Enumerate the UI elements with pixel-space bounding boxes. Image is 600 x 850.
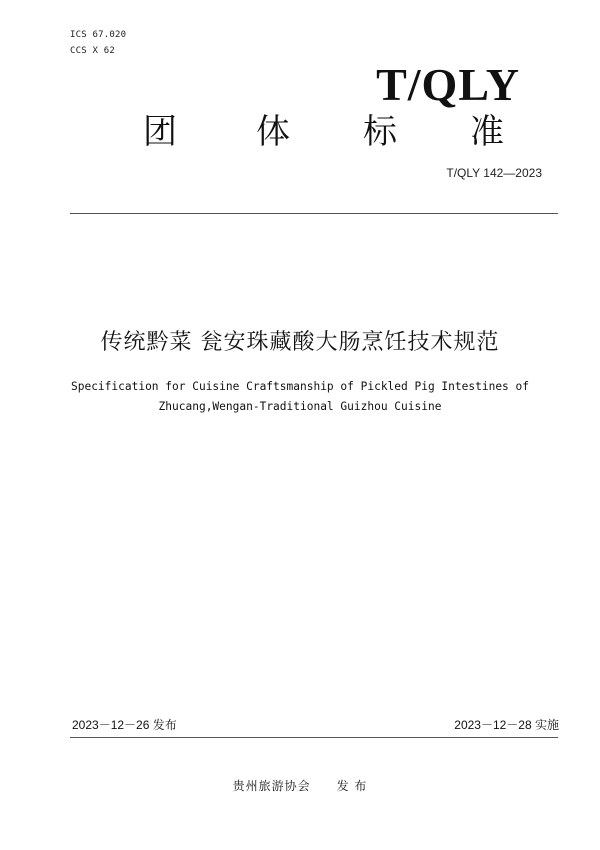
document-title-chinese: 传统黔菜 瓮安珠藏酸大肠烹饪技术规范	[100, 330, 500, 355]
publish-date: 2023－12－26 发布	[72, 718, 177, 732]
implement-date: 2023－12－28 实施	[454, 718, 559, 732]
standard-brand-logo: T/QLY	[376, 59, 520, 110]
ccs-code: CCS X 62	[70, 46, 115, 56]
publisher-line	[0, 777, 600, 794]
top-divider	[70, 213, 558, 214]
english-title-line-2: Zhucang,Wengan-Traditional Guizhou Cuisine	[158, 400, 442, 413]
standard-type-char: 团	[143, 112, 177, 152]
ics-code: ICS 67.020	[70, 30, 127, 40]
standard-type-char: 体	[256, 112, 290, 152]
standard-number: T/QLY 142—2023	[446, 166, 542, 180]
bottom-divider	[70, 737, 558, 738]
standard-type-char: 标	[363, 112, 397, 152]
standard-type-char: 准	[470, 112, 504, 152]
publish-action: 发 布	[336, 779, 368, 793]
english-title-line-1: Specification for Cuisine Craftsmanship of Pickled Pig Intestines of	[70, 380, 529, 393]
publisher-name: 贵州旅游协会	[232, 779, 311, 793]
document-title-english	[0, 377, 600, 417]
